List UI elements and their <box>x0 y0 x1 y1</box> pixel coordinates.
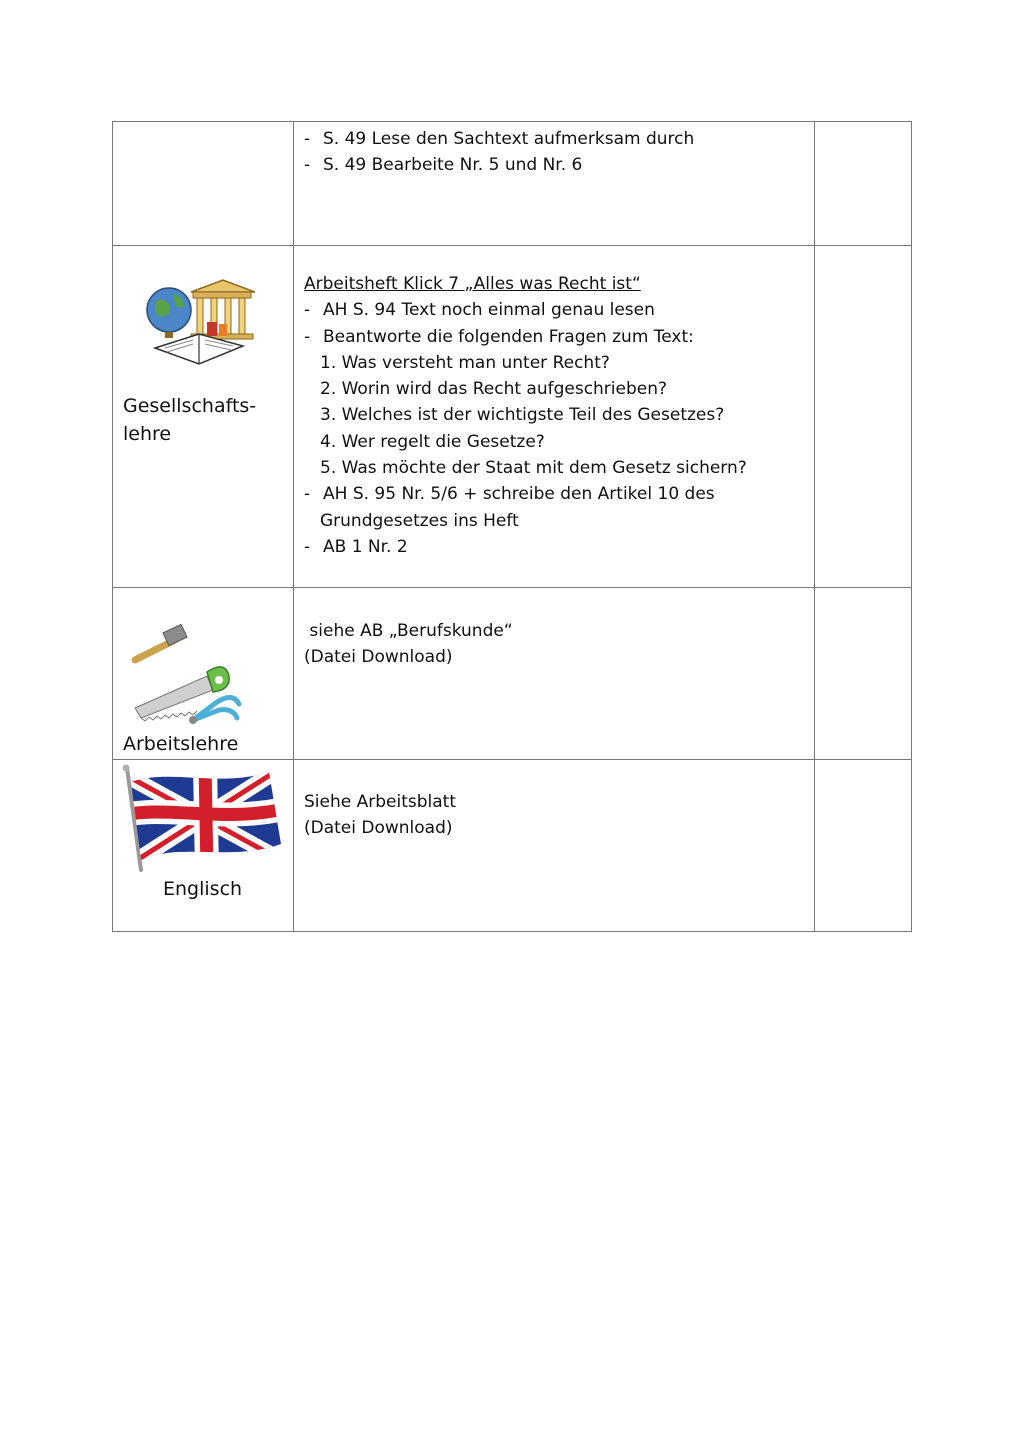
check-cell <box>815 588 911 759</box>
task-cell <box>294 588 815 759</box>
subject-cell <box>113 588 294 759</box>
tools-icon <box>127 624 247 724</box>
table-row <box>113 587 911 759</box>
question-line: 1. Was versteht man unter Recht? <box>320 352 610 373</box>
question-line: 5. Was möchte der Staat mit dem Gesetz sichern? <box>320 458 747 479</box>
task-line: - S. 49 Bearbeite Nr. 5 und Nr. 6 <box>304 155 583 176</box>
task-line: Siehe Arbeitsblatt <box>304 792 456 812</box>
task-line: - AH S. 95 Nr. 5/6 + schreibe den Artikel 10 des <box>304 484 715 505</box>
task-cell <box>294 122 815 245</box>
task-line: - Beantworte die folgenden Fragen zum Text: <box>304 326 694 347</box>
table-row <box>113 122 911 245</box>
check-cell <box>815 122 911 245</box>
subject-cell <box>113 122 294 245</box>
question-line: 2. Worin wird das Recht aufgeschrieben? <box>320 379 668 400</box>
subject-cell <box>113 760 294 931</box>
question-line: 3. Welches ist der wichtigste Teil des Gesetzes? <box>320 405 725 426</box>
union-jack-flag-icon <box>119 764 289 872</box>
task-line: (Datei Download) <box>304 647 453 668</box>
task-line: - AH S. 94 Text noch einmal genau lesen <box>304 300 655 321</box>
task-heading: Arbeitsheft Klick 7 „Alles was Recht ist“ <box>304 274 641 294</box>
task-line-continued: Grundgesetzes ins Heft <box>320 510 519 531</box>
task-line: - S. 49 Lese den Sachtext aufmerksam durch <box>304 129 695 149</box>
table-row <box>113 759 911 931</box>
table-row <box>113 245 911 587</box>
task-cell <box>294 246 815 587</box>
globe-book-building-icon <box>143 276 255 368</box>
task-cell <box>294 760 815 931</box>
subject-cell <box>113 246 294 587</box>
subject-label: Gesellschafts- lehre <box>123 395 257 445</box>
homework-table <box>112 121 912 932</box>
check-cell <box>815 760 911 931</box>
task-line: - AB 1 Nr. 2 <box>304 536 408 557</box>
subject-label: Englisch <box>163 878 243 900</box>
task-line: (Datei Download) <box>304 818 453 839</box>
check-cell <box>815 246 911 587</box>
subject-label: Arbeitslehre <box>123 733 239 755</box>
question-line: 4. Wer regelt die Gesetze? <box>320 431 545 452</box>
task-line: siehe AB „Berufskunde“ <box>304 621 513 641</box>
